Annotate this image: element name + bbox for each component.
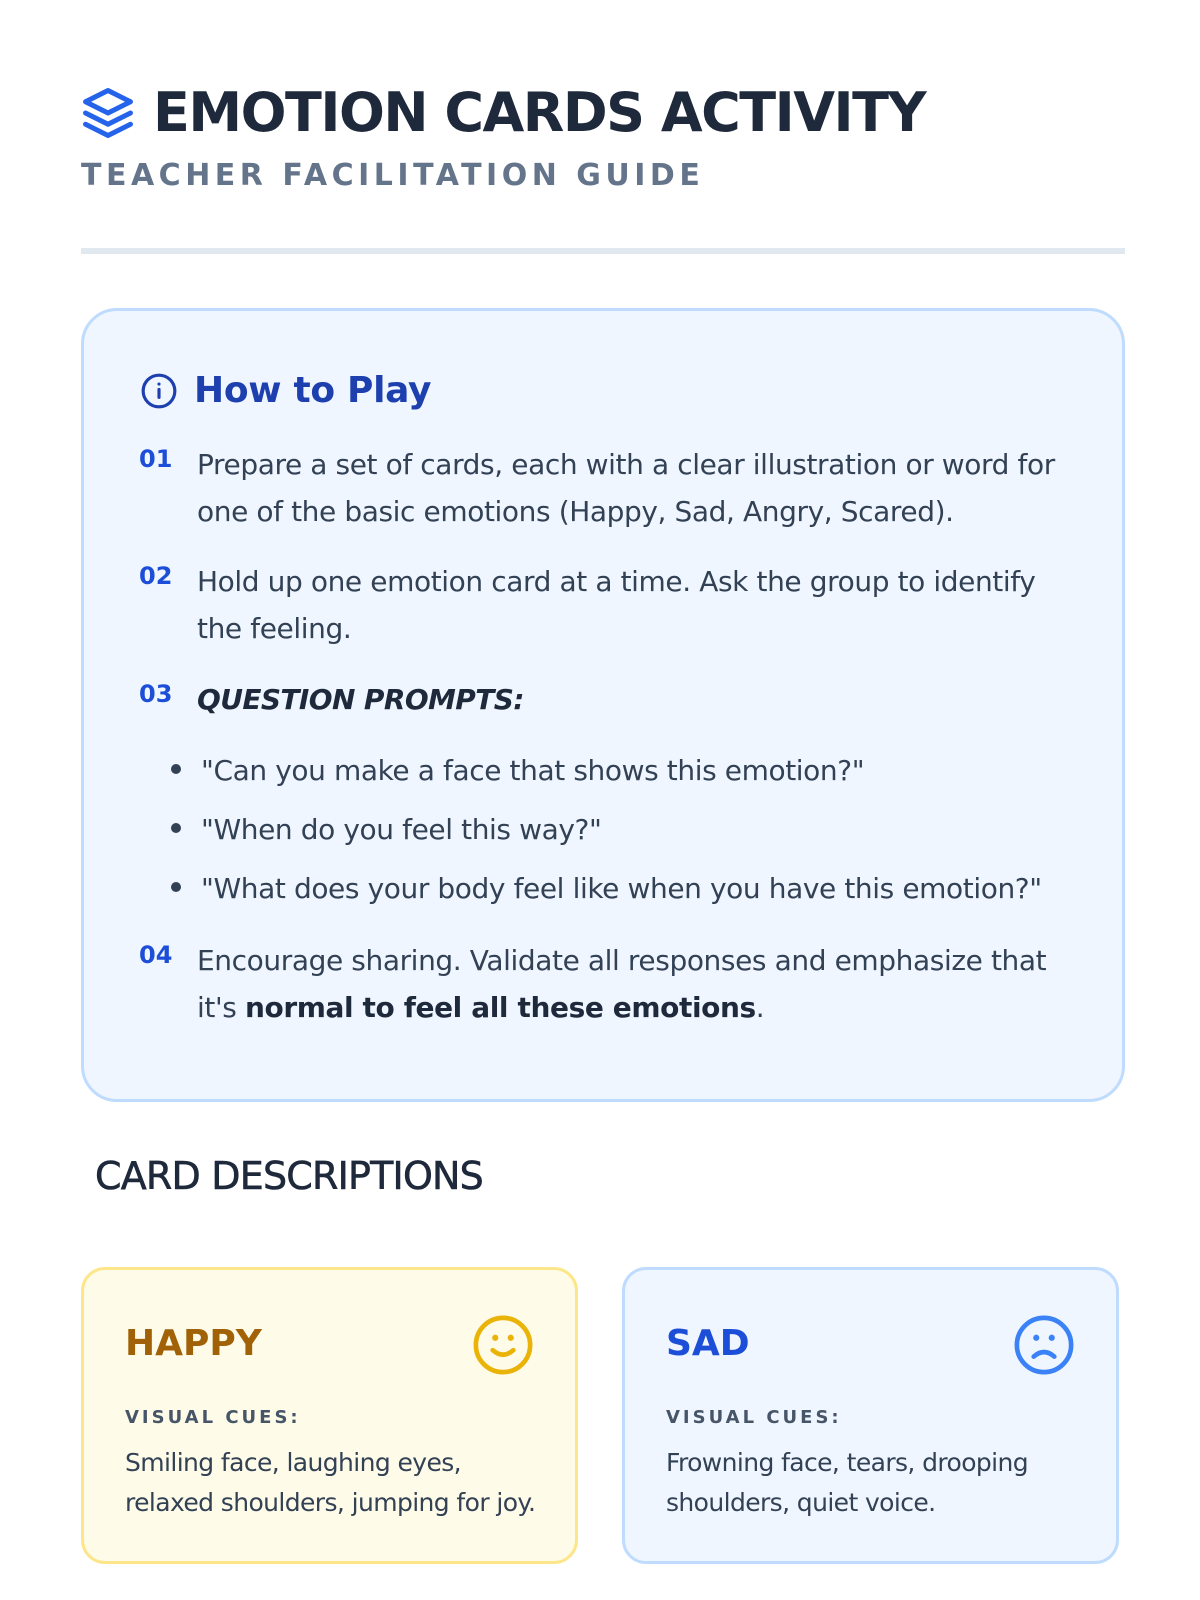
info-icon: [140, 372, 178, 410]
emotion-card-sad: [622, 1267, 1119, 1564]
layers-icon: [81, 86, 135, 140]
visual-cues-label: VISUAL CUES:: [125, 1407, 301, 1428]
prompt-text: "When do you feel this way?": [201, 813, 602, 846]
page-title: EMOTION CARDS ACTIVITY: [153, 81, 926, 144]
title-row: [81, 78, 1125, 148]
prompt-item: [171, 869, 1042, 909]
step-text-end: .: [755, 991, 765, 1024]
prompt-item: [171, 751, 864, 791]
card-name: HAPPY: [125, 1323, 262, 1364]
header-divider: [81, 248, 1125, 254]
page-subtitle: TEACHER FACILITATION GUIDE: [81, 158, 705, 193]
step-text: Prepare a set of cards, each with a clear illustration or word for one of the basic emotions (Happy, Sad, Angry, Scared).: [197, 448, 1055, 528]
visual-cues-text: Frowning face, tears, drooping shoulders, quiet voice.: [666, 1448, 1029, 1517]
visual-cues-label: VISUAL CUES:: [666, 1407, 842, 1428]
prompt-text: "What does your body feel like when you have this emotion?": [201, 872, 1042, 905]
bullet-dot: [171, 764, 181, 774]
step-text: [197, 937, 1077, 1031]
prompt-item: [171, 810, 602, 850]
step-text: Hold up one emotion card at a time. Ask the group to identify the feeling.: [197, 565, 1036, 645]
how-to-play-heading: [140, 369, 431, 413]
prompt-text: "Can you make a face that shows this emotion?": [201, 754, 865, 787]
step-number: 04: [139, 941, 173, 969]
bullet-dot: [171, 882, 181, 892]
card-name: SAD: [666, 1323, 750, 1364]
step-text-part: Encourage sharing. Validate all responses and emphasize that it's: [197, 944, 1047, 1024]
step-number: 02: [139, 562, 173, 590]
step-number: 01: [139, 445, 173, 473]
bullet-dot: [171, 823, 181, 833]
visual-cues-text: Smiling face, laughing eyes, relaxed shoulders, jumping for joy.: [125, 1448, 536, 1517]
page-header: [81, 78, 1125, 194]
how-to-play-title: How to Play: [194, 370, 432, 411]
frown-icon: [1013, 1314, 1075, 1376]
smile-icon: [472, 1314, 534, 1376]
how-to-play-panel: [81, 308, 1125, 1102]
question-prompts-heading: QUESTION PROMPTS:: [197, 683, 524, 716]
card-descriptions-title: CARD DESCRIPTIONS: [95, 1154, 483, 1198]
step-number: 03: [139, 680, 173, 708]
emotion-card-happy: [81, 1267, 578, 1564]
step-text-emphasis: normal to feel all these emotions: [244, 991, 756, 1024]
